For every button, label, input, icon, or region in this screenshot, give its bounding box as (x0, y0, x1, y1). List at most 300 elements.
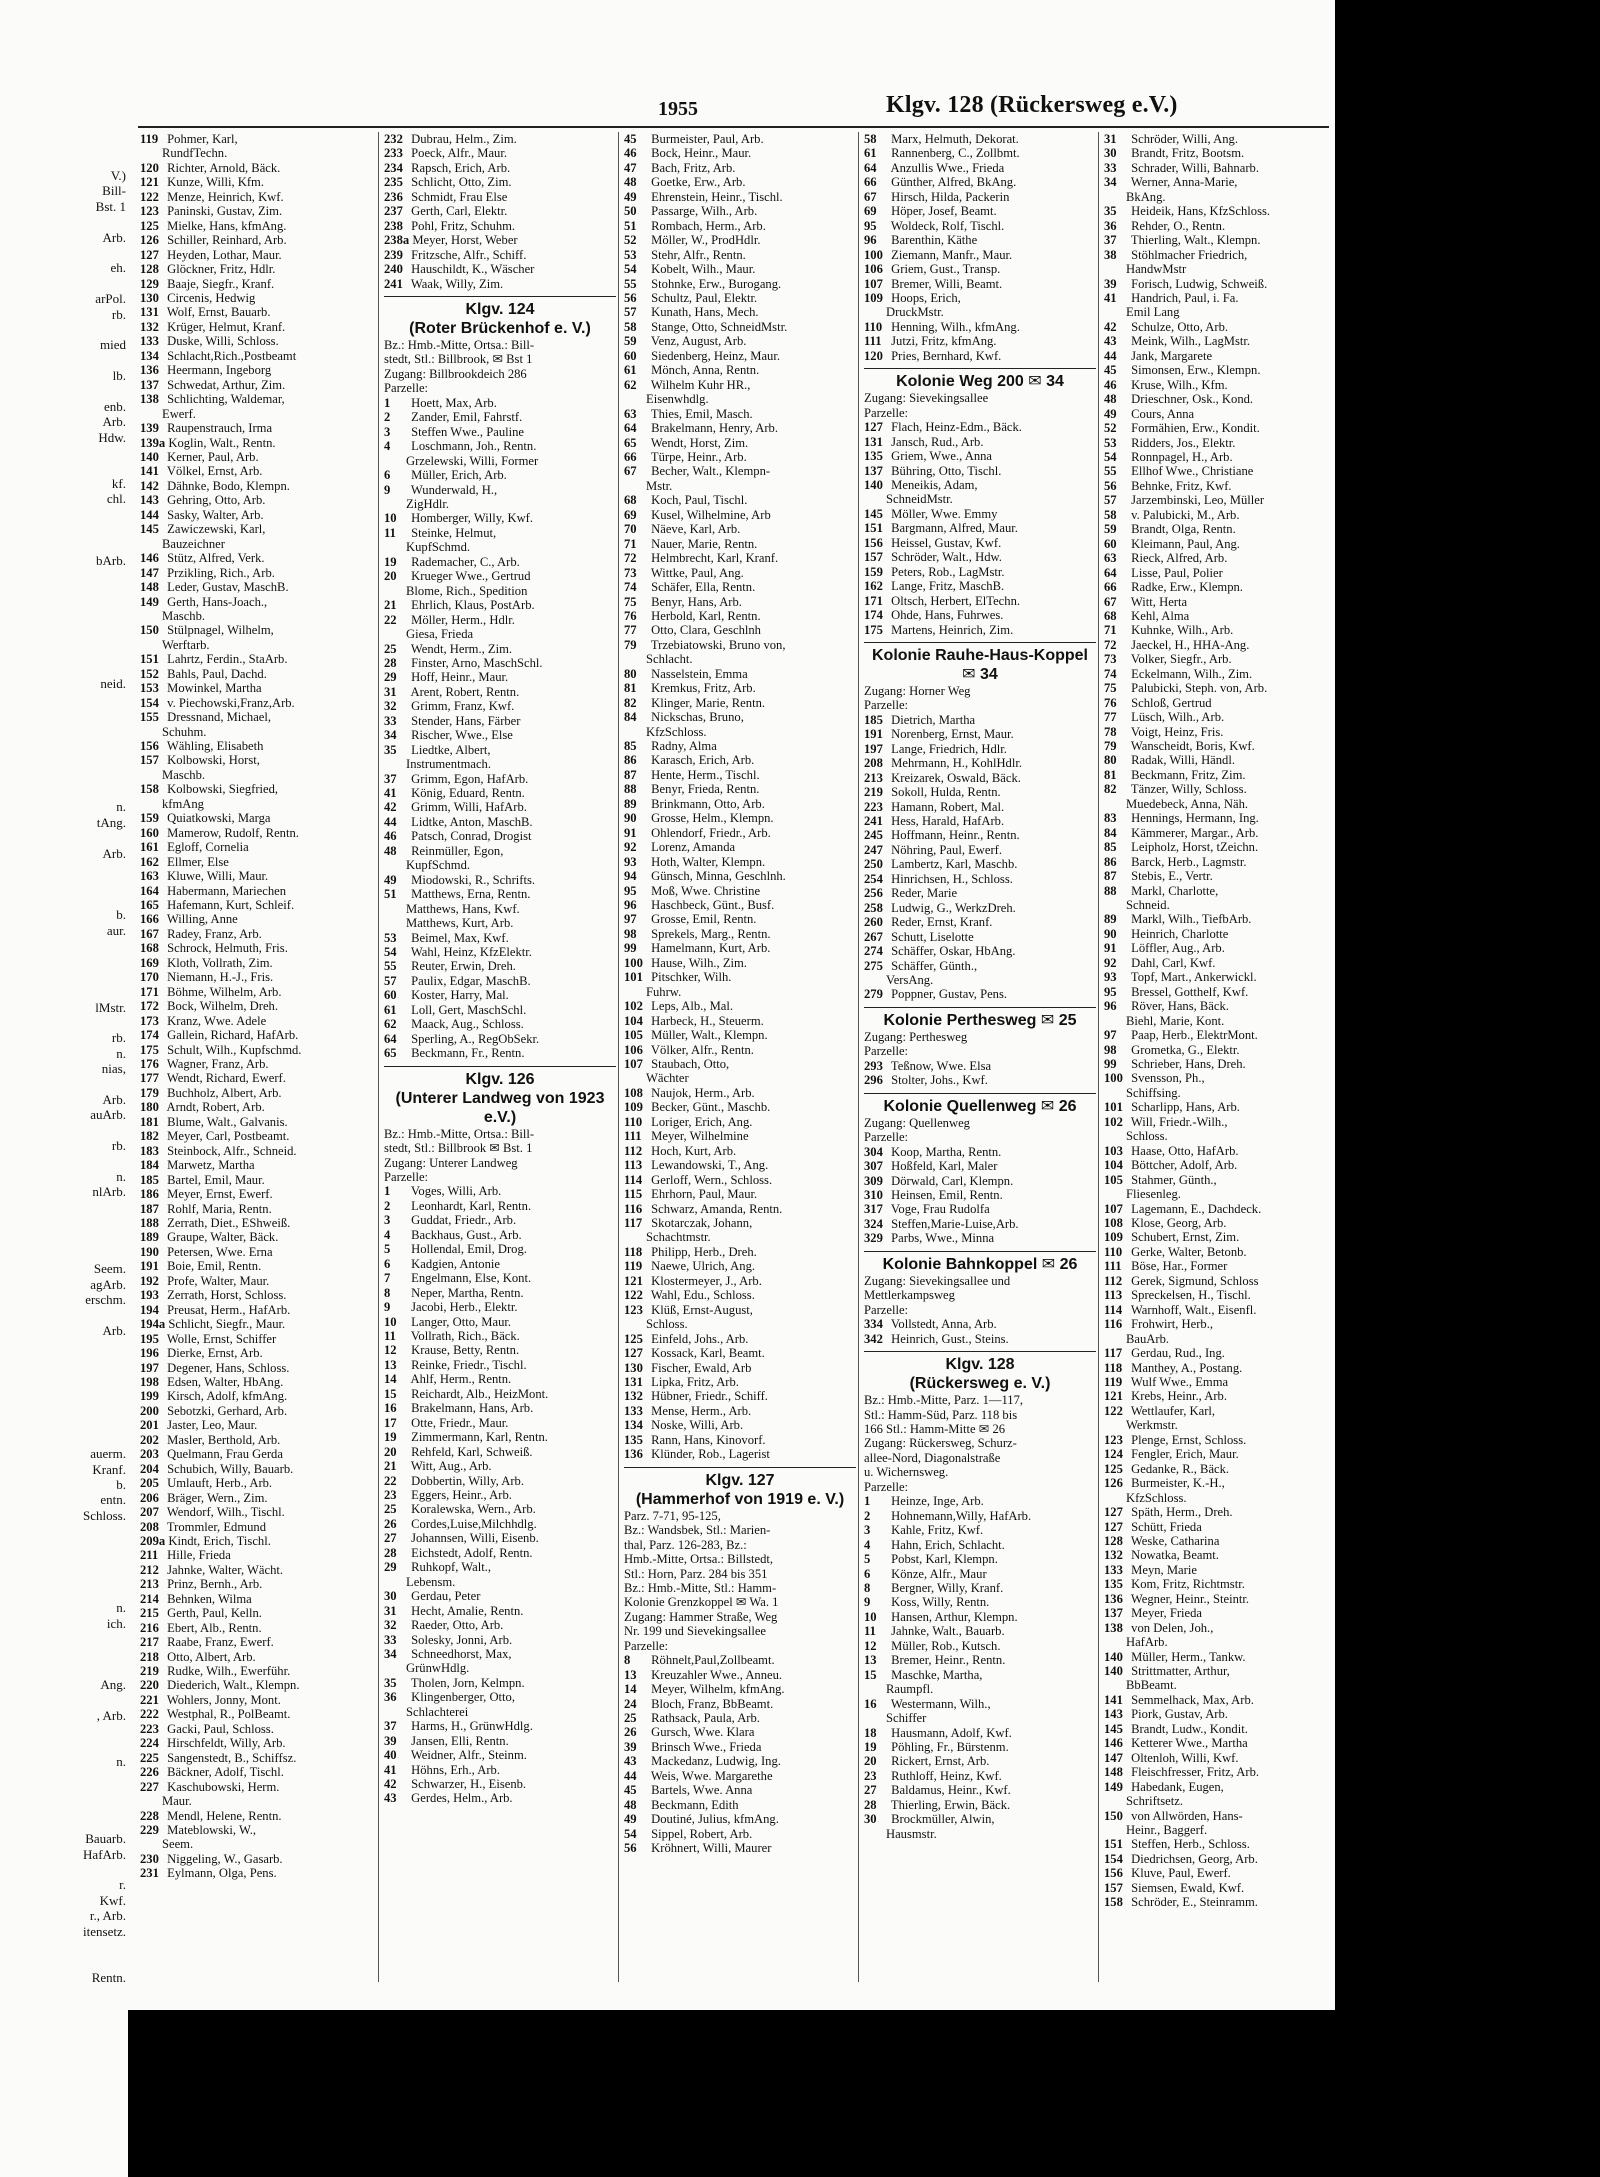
entry-text: Benyr, Frieda, Rentn. (651, 782, 760, 797)
directory-entry (1104, 1245, 1335, 1259)
plot-number: 57 (624, 305, 637, 320)
entry-text: Steinke, Helmut, (411, 525, 497, 540)
entry-text: Baldamus, Heinr., Kwf. (891, 1783, 1011, 1798)
entry-text: Brakelmann, Hans, Arb. (411, 1401, 534, 1416)
entry-text: Loschmann, Joh., Rentn. (411, 439, 537, 454)
directory-entry (384, 1618, 616, 1632)
directory-entry (624, 262, 856, 276)
directory-entry (624, 623, 856, 637)
plot-number: 176 (140, 1057, 159, 1071)
entry-text: Koch, Paul, Tischl. (651, 493, 748, 508)
entry-text: Otto, Clara, Geschlnh (651, 623, 761, 638)
plot-number: 4 (864, 1537, 871, 1552)
directory-entry (864, 959, 1096, 973)
plot-number: 130 (140, 290, 159, 305)
directory-entry (384, 540, 616, 554)
plot-number: 128 (1104, 1533, 1123, 1548)
plot-number: 19 (384, 1430, 397, 1445)
plot-number: 203 (140, 1447, 159, 1462)
entry-text: Topf, Mart., Ankerwickl. (1130, 970, 1257, 985)
entry-text: Jank, Margarete (1131, 348, 1213, 363)
directory-entry (140, 436, 372, 450)
plot-number: 94 (624, 869, 637, 884)
entry-text: Heermann, Ingeborg (167, 363, 272, 378)
gutter-text: auerm. (90, 1446, 126, 1462)
plot-number: 150 (1104, 1808, 1123, 1823)
entry-text: Cordes,Luise,Milchhdlg. (411, 1516, 537, 1531)
plot-number: 245 (864, 828, 883, 843)
directory-entry (864, 1217, 1096, 1231)
section-rule (864, 642, 1096, 643)
plot-number: 100 (1104, 1071, 1123, 1086)
entry-text: Trommler, Edmund (166, 1519, 267, 1534)
entry-text: Bauzeichner (162, 536, 225, 551)
plot-number: 67 (1104, 594, 1117, 609)
directory-entry (624, 1202, 856, 1216)
entry-text: Norenberg, Ernst, Maur. (891, 727, 1014, 742)
plot-number: 4 (384, 1227, 391, 1242)
entry-text: Kehl, Alma (1131, 608, 1190, 623)
directory-entry (140, 1303, 372, 1317)
plot-number: 97 (1104, 1028, 1117, 1043)
directory-entry (384, 204, 616, 218)
entry-text: Preusat, Herm., HafArb. (167, 1302, 291, 1317)
directory-entry (1104, 797, 1335, 811)
plot-number: 160 (140, 825, 159, 840)
section-info: Hmb.-Mitte, Ortsa.: Billstedt, (624, 1552, 774, 1567)
directory-entry (140, 1534, 372, 1548)
entry-text: Siedenberg, Heinz, Maur. (651, 348, 780, 363)
section-subtitle: (Roter Brückenhof e. V.) (409, 319, 591, 337)
entry-text: Bremer, Willi, Beamt. (891, 276, 1003, 291)
entry-text: Fritzsche, Alfr., Schiff. (411, 247, 527, 262)
directory-entry (624, 363, 856, 377)
directory-entry (624, 1375, 856, 1389)
plot-number: 15 (864, 1667, 877, 1682)
directory-entry (624, 537, 856, 551)
entry-text: Kunath, Hans, Mech. (651, 305, 759, 320)
entry-text: Dobbertin, Willy, Arb. (411, 1473, 524, 1488)
directory-entry (140, 652, 372, 666)
plot-number: 90 (1104, 926, 1117, 941)
entry-text: Wettlaufer, Karl, (1130, 1403, 1216, 1418)
entry-text: Dahl, Carl, Kwf. (1131, 955, 1216, 970)
entry-text: Röhnelt,Paul,Zollbeamt. (651, 1653, 775, 1668)
entry-text: Otto, Albert, Arb. (167, 1649, 256, 1664)
plot-number: 132 (1104, 1548, 1123, 1563)
entry-text: Matthews, Kurt, Arb. (406, 916, 514, 931)
directory-entry (1104, 652, 1335, 666)
directory-entry (624, 595, 856, 609)
entry-text: Brinsch Wwe., Frieda (651, 1739, 762, 1754)
directory-entry (140, 1707, 372, 1721)
plot-number: 28 (384, 655, 397, 670)
entry-text: Backhaus, Gust., Arb. (411, 1227, 522, 1242)
plot-number: 232 (384, 132, 403, 146)
plot-number: 187 (140, 1201, 159, 1216)
directory-entry (864, 1812, 1096, 1826)
directory-entry (624, 1827, 856, 1841)
section-rule (864, 368, 1096, 369)
entry-text: Leps, Alb., Mal. (651, 999, 734, 1014)
directory-entry (384, 815, 616, 829)
plot-number: 200 (140, 1403, 159, 1418)
plot-number: 161 (140, 840, 159, 855)
directory-entry (384, 468, 616, 482)
directory-entry (140, 407, 372, 421)
directory-entry (140, 1187, 372, 1201)
directory-entry (384, 425, 616, 439)
entry-text: Müller, Rob., Kutsch. (891, 1638, 1001, 1653)
entry-text: Flach, Heinz-Edm., Bäck. (891, 420, 1022, 435)
plot-number: 11 (384, 525, 396, 540)
gutter-text: eh. (110, 260, 126, 276)
plot-number: 158 (1104, 1895, 1123, 1910)
entry-text: Schlachterei (406, 1704, 469, 1719)
plot-number: 154 (1104, 1851, 1123, 1866)
entry-text: Heinrich, Gust., Steins. (891, 1331, 1009, 1346)
plot-number: 92 (624, 840, 637, 855)
entry-text: Ketterer Wwe., Martha (1131, 1736, 1248, 1751)
entry-text: Jacobi, Herb., Elektr. (411, 1300, 518, 1315)
plot-number: 147 (1104, 1750, 1123, 1765)
entry-text: Will, Friedr.-Wilh., (1130, 1114, 1228, 1129)
directory-entry (384, 844, 616, 858)
directory-entry (384, 569, 616, 583)
entry-text: Schloss. (1126, 1129, 1168, 1144)
directory-entry (624, 1725, 856, 1739)
plot-number: 43 (1104, 334, 1117, 349)
directory-entry (140, 551, 372, 565)
entry-text: Marx, Helmuth, Dekorat. (891, 132, 1019, 146)
plot-number: 6 (384, 1256, 391, 1271)
entry-text: Kossack, Karl, Beamt. (651, 1346, 765, 1361)
directory-entry (140, 1765, 372, 1779)
section-info: Stl.: Horn, Parz. 284 bis 351 (624, 1566, 768, 1581)
plot-number: 88 (624, 782, 637, 797)
plot-number: 149 (1104, 1779, 1123, 1794)
entry-text: Steffen Wwe., Pauline (411, 424, 525, 439)
plot-number: 10 (384, 1314, 397, 1329)
running-head: Klgv. 128 (Rückersweg e.V.) (886, 92, 1178, 118)
plot-number: 230 (140, 1851, 159, 1866)
entry-text: Hamelmann, Kurt, Arb. (651, 941, 771, 956)
directory-entry (384, 945, 616, 959)
directory-entry (1104, 739, 1335, 753)
plot-number: 11 (384, 1328, 396, 1343)
entry-text: Zawiczewski, Karl, (167, 522, 266, 537)
entry-text: von Delen, Joh., (1131, 1620, 1214, 1635)
plot-number: 119 (624, 1259, 643, 1274)
entry-text: Grosse, Helm., Klempn. (651, 811, 774, 826)
plot-number: 53 (624, 247, 637, 262)
plot-number: 14 (384, 1372, 397, 1387)
section-info: Zugang: Quellenweg (864, 1115, 970, 1130)
directory-entry (384, 497, 616, 511)
directory-entry (1104, 1100, 1335, 1114)
directory-entry (1104, 1014, 1335, 1028)
plot-number: 35 (384, 1675, 397, 1690)
gutter-text: r. (119, 1877, 126, 1893)
entry-text: Wendorf, Wilh., Tischl. (166, 1505, 285, 1520)
plot-number: 89 (1104, 912, 1117, 927)
plot-number: 2 (384, 1198, 391, 1213)
entry-text: Grzelewski, Willi, Former (406, 453, 539, 468)
directory-entry (624, 884, 856, 898)
entry-text: Pohmer, Karl, (167, 132, 238, 146)
plot-number: 190 (140, 1244, 159, 1259)
plot-number: 135 (624, 1432, 643, 1447)
directory-entry (864, 146, 1096, 160)
entry-text: Raeder, Otto, Arb. (411, 1618, 504, 1633)
directory-entry (624, 1668, 856, 1682)
plot-number: 125 (140, 218, 159, 233)
entry-text: Eylmann, Olga, Pens. (167, 1866, 277, 1881)
plot-number: 127 (140, 247, 159, 262)
directory-entry (624, 1418, 856, 1432)
plot-number: 121 (140, 175, 159, 190)
directory-entry (384, 1589, 616, 1603)
plot-number: 64 (1104, 565, 1117, 580)
entry-text: Warnhoff, Walt., Eisenfl. (1130, 1302, 1257, 1317)
directory-entry (864, 161, 1096, 175)
entry-text: Ehrlich, Klaus, PostArb. (411, 598, 535, 613)
entry-text: Radny, Alma (651, 739, 717, 754)
gutter-text: b. (116, 1477, 126, 1492)
entry-text: Gerek, Sigmund, Schloss (1131, 1273, 1259, 1288)
directory-entry (1104, 493, 1335, 507)
plot-number: 30 (864, 1812, 877, 1827)
plot-number: 108 (1104, 1215, 1123, 1230)
plot-number: 238 (384, 218, 403, 233)
directory-entry (140, 753, 372, 767)
plot-number: 37 (1104, 233, 1117, 248)
entry-text: Langer, Otto, Maur. (411, 1314, 512, 1329)
entry-text: Heissel, Gustav, Kwf. (891, 535, 1002, 550)
directory-entry (140, 623, 372, 637)
directory-entry (140, 1794, 372, 1808)
directory-entry (864, 1552, 1096, 1566)
plot-number: 159 (140, 811, 159, 826)
entry-text: Cours, Anna (1131, 406, 1195, 421)
directory-entry (624, 1653, 856, 1667)
entry-text: Becher, Walt., Klempn- (651, 464, 771, 479)
plot-number: 76 (624, 608, 637, 623)
plot-number: 156 (140, 739, 159, 754)
plot-number: 164 (140, 883, 159, 898)
entry-text: Nasselstein, Emma (651, 666, 748, 681)
directory-entry (140, 1664, 372, 1678)
plot-number: 48 (384, 843, 397, 858)
plot-number: 274 (864, 944, 883, 959)
gutter-text: tAng. (96, 814, 126, 830)
directory-entry (384, 1228, 616, 1242)
entry-text: Circenis, Hedwig (167, 290, 256, 305)
directory-entry (384, 959, 616, 973)
entry-text: Krause, Betty, Rentn. (411, 1343, 520, 1358)
plot-number: 107 (1104, 1201, 1123, 1216)
directory-entry (140, 1404, 372, 1418)
entry-text: Kindt, Erich, Tischl. (168, 1533, 271, 1548)
entry-text: Hahn, Erich, Schlacht. (891, 1537, 1005, 1552)
directory-entry (384, 988, 616, 1002)
plot-number: 206 (140, 1490, 159, 1505)
plot-number: 45 (624, 1783, 637, 1798)
directory-entry (1104, 782, 1335, 796)
directory-entry (140, 1057, 372, 1071)
plot-number: 329 (864, 1231, 883, 1246)
directory-entry (1104, 696, 1335, 710)
entry-text: Günther, Alfred, BkAng. (891, 175, 1017, 190)
plot-number: 4 (384, 439, 391, 454)
section-title: Kolonie Quellenweg ✉ 26 (883, 1097, 1077, 1115)
directory-entry (624, 1028, 856, 1042)
directory-entry (864, 915, 1096, 929)
gutter-text: Arb. (102, 229, 126, 245)
entry-text: Schlacht,Rich.,Postbeamt (167, 348, 297, 363)
plot-number: 13 (624, 1667, 637, 1682)
section-info: Zugang: Rückersweg, Schurz- (864, 1436, 1017, 1451)
directory-entry (864, 536, 1096, 550)
entry-text: Schwedat, Arthur, Zim. (167, 377, 286, 392)
entry-text: von Allwörden, Hans- (1131, 1808, 1243, 1823)
entry-text: Weske, Catharina (1130, 1533, 1220, 1548)
entry-text: Jarzembinski, Leo, Müller (1131, 493, 1265, 508)
entry-text: Martens, Heinrich, Zim. (891, 622, 1014, 637)
gutter-text: aur. (106, 922, 126, 938)
entry-text: Eichstedt, Adolf, Rentn. (411, 1545, 533, 1560)
entry-text: Meneikis, Adam, (891, 477, 978, 492)
plot-number: 97 (624, 912, 637, 927)
plot-number: 151 (864, 521, 883, 536)
directory-entry (384, 1242, 616, 1256)
directory-entry (1104, 1895, 1335, 1909)
directory-entry (384, 1661, 616, 1675)
plot-number: 186 (140, 1187, 159, 1202)
entry-text: Voges, Willi, Arb. (410, 1184, 502, 1199)
plot-number: 117 (624, 1215, 643, 1230)
directory-entry (864, 1783, 1096, 1797)
entry-text: Maack, Aug., Schloss. (411, 1017, 524, 1032)
entry-text: Poppner, Gustav, Pens. (891, 987, 1008, 1002)
directory-entry (864, 930, 1096, 944)
plot-number: 122 (1104, 1403, 1123, 1418)
directory-entry (384, 132, 616, 146)
entry-text: Jaster, Leo, Maur. (167, 1418, 258, 1433)
directory-entry (864, 901, 1096, 915)
plot-number: 225 (140, 1750, 159, 1765)
plot-number: 22 (384, 612, 397, 627)
directory-entry (624, 407, 856, 421)
gutter-text: lMstr. (95, 999, 126, 1015)
plot-number: 106 (624, 1042, 643, 1057)
gutter-text: Arb. (102, 845, 126, 861)
directory-entry (384, 627, 616, 641)
entry-text: Noske, Willi, Arb. (651, 1418, 744, 1433)
directory-entry (140, 1650, 372, 1664)
directory-entry (140, 1259, 372, 1273)
column-2 (384, 132, 616, 1806)
plot-number: 17 (384, 1415, 397, 1430)
directory-entry (1104, 349, 1335, 363)
directory-entry (864, 262, 1096, 276)
entry-text: Kolbowski, Siegfried, (167, 782, 279, 797)
directory-entry (624, 681, 856, 695)
entry-text: Matthews, Erna, Rentn. (411, 887, 531, 902)
entry-text: Lipka, Fritz, Arb. (651, 1374, 739, 1389)
directory-entry (384, 175, 616, 189)
entry-text: Wittke, Paul, Ang. (650, 565, 744, 580)
plot-number: 221 (140, 1692, 159, 1707)
gutter-text: agArb. (90, 1276, 126, 1292)
entry-text: Mielke, Hans, kfmAng. (167, 218, 287, 233)
directory-entry (1104, 1765, 1335, 1779)
entry-text: Harms, H., GrünwHdlg. (411, 1719, 533, 1734)
directory-entry (1104, 1043, 1335, 1057)
plot-number: 233 (384, 146, 403, 161)
section-info: Bz.: Hmb.-Mitte, Parz. 1—117, (864, 1393, 1024, 1408)
entry-text: Dietrich, Martha (891, 712, 976, 727)
plot-number: 140 (864, 477, 883, 492)
entry-text: Schiffer (886, 1711, 927, 1726)
gutter-text: Bauarb. (85, 1831, 126, 1847)
directory-entry (140, 291, 372, 305)
plot-number: 241 (864, 814, 883, 829)
plot-number: 194a (140, 1317, 166, 1332)
directory-entry (624, 1230, 856, 1244)
entry-text: Stehr, Alfr., Rentn. (651, 247, 746, 262)
entry-text: Müller, Erich, Arb. (411, 468, 507, 483)
directory-entry (624, 132, 856, 146)
directory-entry (864, 233, 1096, 247)
directory-entry (140, 1520, 372, 1534)
plot-number: 38 (1104, 247, 1117, 262)
entry-text: Bergner, Willy, Kranf. (891, 1580, 1004, 1595)
entry-text: Kluwe, Willi, Maur. (167, 869, 269, 884)
entry-text: Wächter (646, 1071, 689, 1086)
entry-text: Wanscheidt, Boris, Kwf. (1130, 739, 1255, 754)
entry-text: Habedank, Eugen, (1131, 1779, 1224, 1794)
entry-text: Fengler, Erich, Maur. (1131, 1447, 1239, 1462)
plot-number: 184 (140, 1158, 159, 1173)
directory-entry (864, 1581, 1096, 1595)
directory-entry (384, 1032, 616, 1046)
entry-text: Scharlipp, Hans, Arb. (1131, 1100, 1240, 1115)
plot-number: 39 (1104, 276, 1117, 291)
entry-text: Niggeling, W., Gasarb. (167, 1851, 283, 1866)
entry-text: Schlichting, Waldemar, (167, 392, 285, 407)
entry-text: Schneid. (1126, 898, 1170, 913)
entry-text: Volker, Siegfr., Arb. (1130, 652, 1232, 667)
directory-entry (384, 439, 616, 453)
plot-number: 39 (624, 1739, 637, 1754)
plot-number: 58 (864, 132, 877, 146)
entry-text: Gerdes, Helm., Arb. (411, 1791, 513, 1806)
directory-entry (384, 1575, 616, 1589)
entry-text: Wilhelm Kuhr HR., (650, 377, 751, 392)
gutter-text: HafArb. (83, 1846, 126, 1862)
plot-number: 102 (624, 999, 643, 1014)
directory-entry (624, 493, 856, 507)
column-1 (140, 132, 372, 1881)
entry-text: Rombach, Herm., Arb. (651, 218, 766, 233)
plot-number: 137 (1104, 1606, 1123, 1621)
directory-entry (1104, 1476, 1335, 1490)
directory-entry (1104, 623, 1335, 637)
directory-entry (140, 1115, 372, 1129)
entry-text: Philipp, Herb., Dreh. (651, 1244, 757, 1259)
plot-number: 64 (864, 160, 877, 175)
